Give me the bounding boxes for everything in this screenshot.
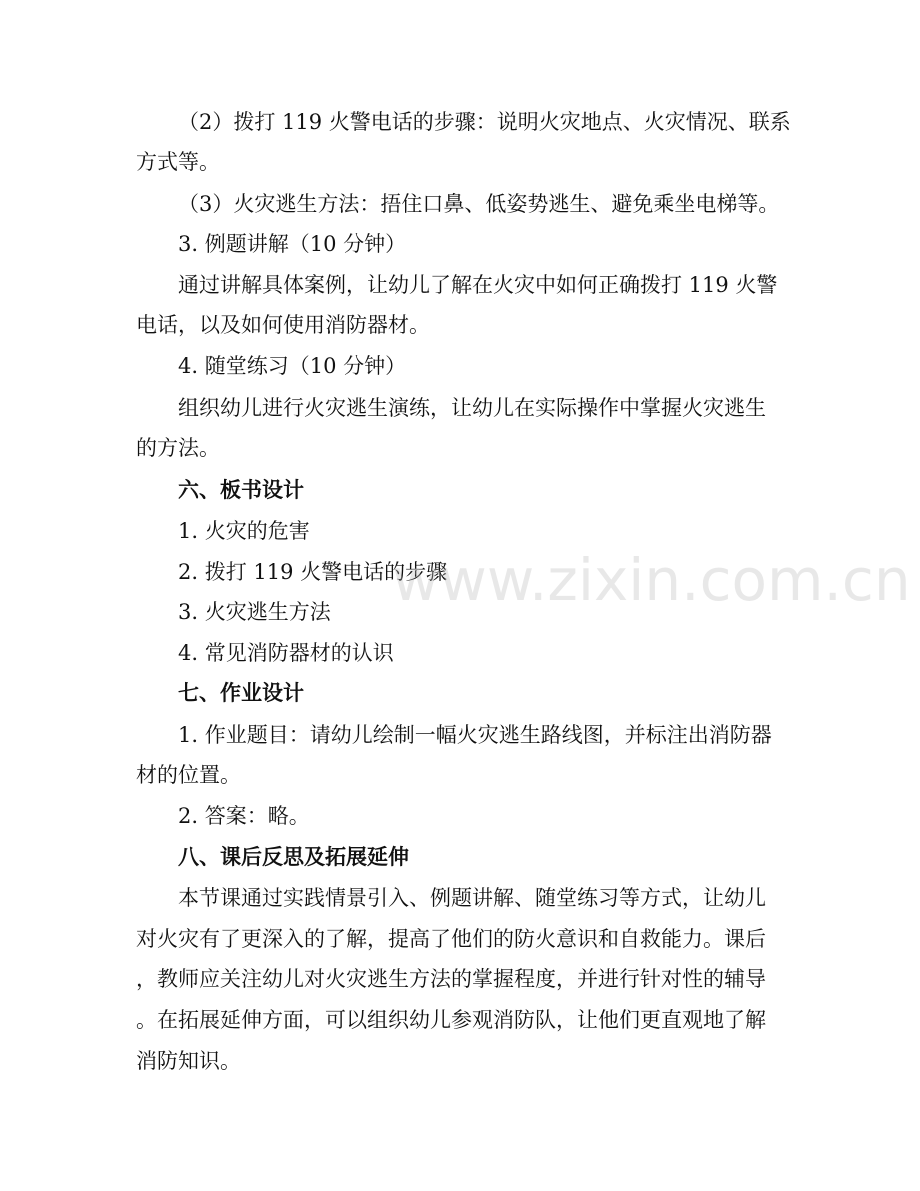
homework-item-2: 2. 答案：略。 bbox=[178, 804, 310, 828]
paragraph-example-continuation: 电话，以及如何使用消防器材。 bbox=[136, 313, 430, 337]
reflection-paragraph-line-3: ，教师应关注幼儿对火灾逃生方法的掌握程度，并进行针对性的辅导 bbox=[136, 967, 766, 991]
board-item-4: 4. 常见消防器材的认识 bbox=[178, 641, 394, 665]
section-heading-homework: 七、作业设计 bbox=[178, 680, 304, 705]
reflection-paragraph-line-5: 消防知识。 bbox=[136, 1049, 241, 1073]
reflection-paragraph-line-4: 。在拓展延伸方面，可以组织幼儿参观消防队，让他们更直观地了解 bbox=[136, 1008, 766, 1032]
section-heading-board-design: 六、板书设计 bbox=[178, 477, 304, 502]
board-item-1: 1. 火灾的危害 bbox=[178, 519, 310, 543]
item-practice: 4. 随堂练习（10 分钟） bbox=[178, 354, 407, 378]
board-item-3: 3. 火灾逃生方法 bbox=[178, 600, 331, 624]
homework-item-1-continuation: 材的位置。 bbox=[136, 763, 241, 787]
item-example-explanation: 3. 例题讲解（10 分钟） bbox=[178, 232, 407, 256]
section-heading-reflection: 八、课后反思及拓展延伸 bbox=[178, 844, 409, 869]
reflection-paragraph-line-1: 本节课通过实践情景引入、例题讲解、随堂练习等方式，让幼儿 bbox=[178, 886, 766, 910]
paragraph-practice-continuation: 的方法。 bbox=[136, 436, 220, 460]
reflection-paragraph-line-2: 对火灾有了更深入的了解，提高了他们的防火意识和自救能力。课后 bbox=[136, 927, 766, 951]
step-2-continuation: 方式等。 bbox=[136, 150, 220, 174]
watermark: www.zixin.com.cn bbox=[392, 546, 911, 614]
homework-item-1: 1. 作业题目：请幼儿绘制一幅火灾逃生路线图，并标注出消防器 bbox=[178, 723, 772, 747]
paragraph-practice: 组织幼儿进行火灾逃生演练，让幼儿在实际操作中掌握火灾逃生 bbox=[178, 396, 766, 420]
step-2-text: （2）拨打 119 火警电话的步骤：说明火灾地点、火灾情况、联系 bbox=[178, 110, 791, 134]
step-3-text: （3）火灾逃生方法：捂住口鼻、低姿势逃生、避免乘坐电梯等。 bbox=[178, 192, 780, 216]
board-item-2: 2. 拨打 119 火警电话的步骤 bbox=[178, 560, 448, 584]
paragraph-example: 通过讲解具体案例，让幼儿了解在火灾中如何正确拨打 119 火警 bbox=[178, 273, 778, 297]
